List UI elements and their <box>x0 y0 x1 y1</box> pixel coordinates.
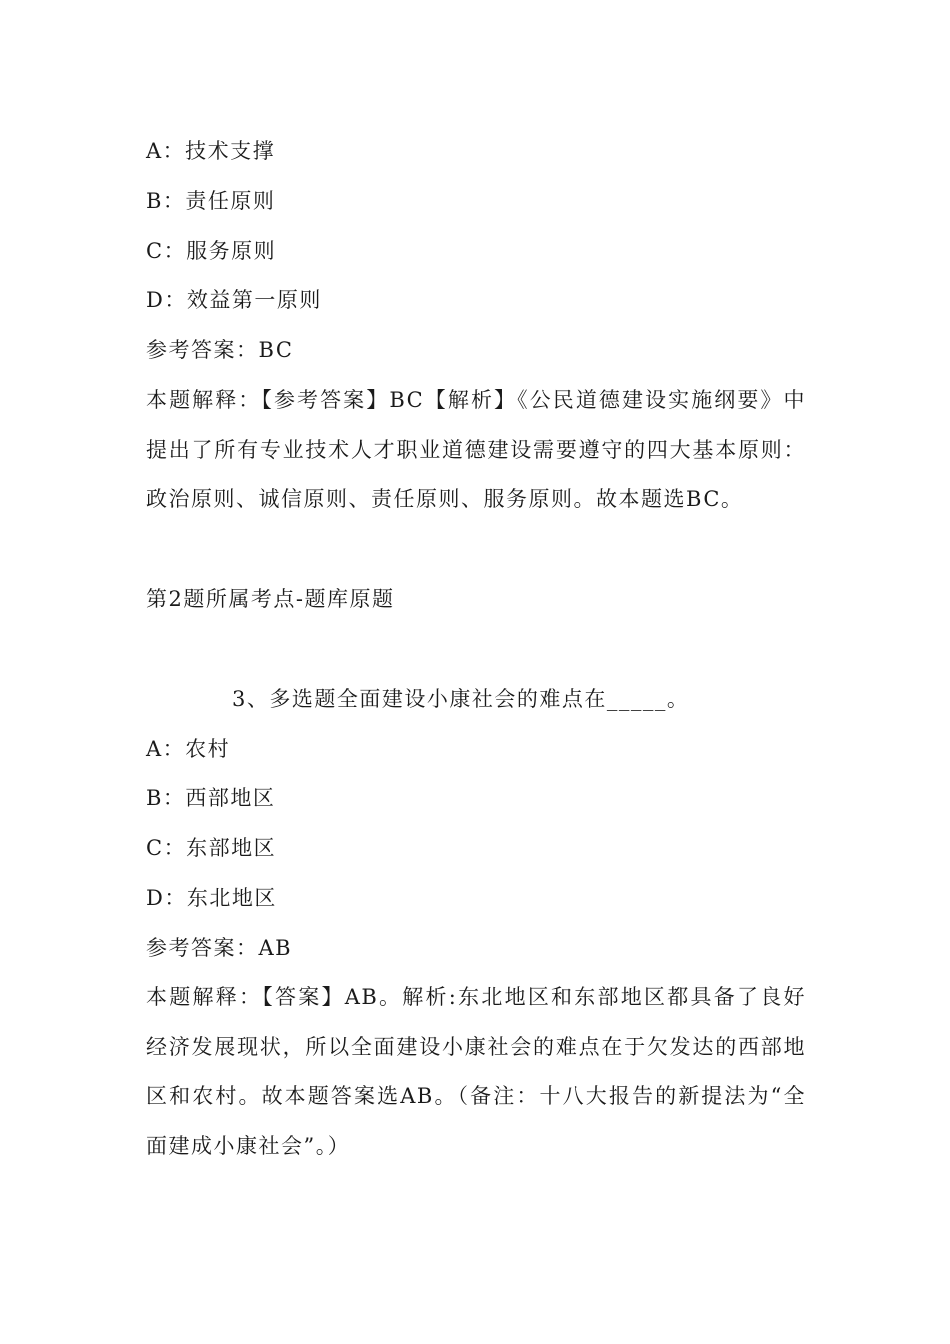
q3-explanation: 本题解释：【答案】AB。解析:东北地区和东部地区都具备了良好经济发展现状，所以全面建设小康社会的难点在于欠发达的西部地区和农村。故本题答案选AB。（备注：十八大报告的新提法为“全面建成小康社会”。） <box>146 985 806 1159</box>
q2-option-d: D：效益第一原则 <box>146 288 322 312</box>
q2-topic: 第2题所属考点-题库原题 <box>146 587 395 611</box>
q2-option-c: C：服务原则 <box>146 239 277 263</box>
q2-explanation: 本题解释：【参考答案】BC【解析】《公民道德建设实施纲要》中提出了所有专业技术人才职业道德建设需要遵守的四大基本原则：政治原则、诚信原则、责任原则、服务原则。故本题选BC。 <box>146 388 806 512</box>
q3-option-b: B：西部地区 <box>146 786 276 810</box>
q2-option-a: A：技术支撑 <box>146 139 276 163</box>
q2-option-b: B：责任原则 <box>146 189 276 213</box>
q3-answer: 参考答案：AB <box>146 936 293 960</box>
q2-answer: 参考答案：BC <box>146 338 294 362</box>
q3-stem: 3、多选题全面建设小康社会的难点在_____。 <box>232 687 690 711</box>
q3-option-a: A：农村 <box>146 737 231 761</box>
q3-option-c: C：东部地区 <box>146 836 277 860</box>
q3-option-d: D：东北地区 <box>146 886 277 910</box>
